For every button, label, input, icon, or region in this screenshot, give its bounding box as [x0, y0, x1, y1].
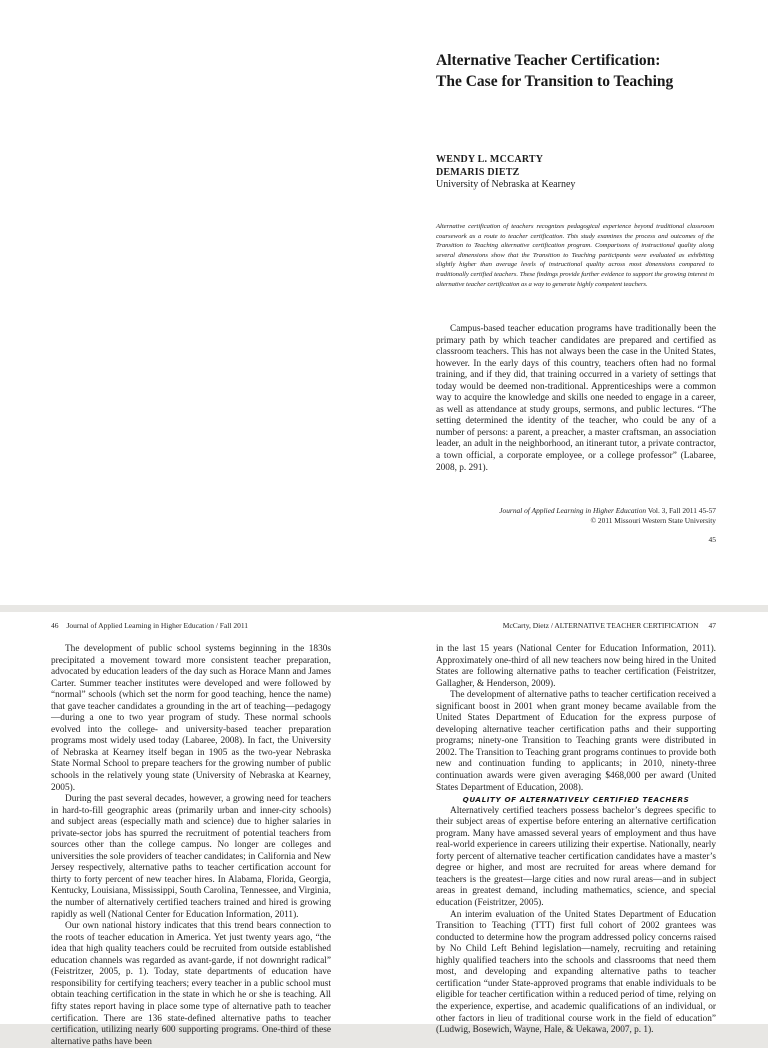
copyright-line: © 2011 Missouri Western State University	[590, 515, 716, 525]
abstract: Alternative certification of teachers recognizes pedagogical experience beyond traditional classroom coursework as a route to teacher certification. This study examines the process and outcomes of the Transition to Teaching alternative certification program. Comparisons of instructional quality along several dimensions show that the Transition to Teaching participants were evaluated as exhibiting slightly higher than average levels of instructional quality across most dimensions compared to traditionally certified teachers. These findings provide further evidence to support the growing interest in alternative teacher certification as a way to generate highly competent teachers.	[436, 223, 714, 288]
section-heading: QUALITY OF ALTERNATIVELY CERTIFIED TEACHERS	[462, 795, 690, 805]
body-paragraph: During the past several decades, however, a growing need for teachers in hard-to-fill geographic areas (primarily urban and inner-city schools) and subject areas (especially math and science) due to higher salaries in private-sector jobs has spurred the recruitment of potential teachers from sources other than the college campus. No longer are colleges and universities the sole providers of teacher candidates; in California and New Jersey respectively, alternative paths to teacher certification account for thirty to forty percent of new teacher hires. In Alabama, Florida, Georgia, Kentucky, Louisiana, Mississippi, South Carolina, Tennessee, and Virginia, the number of alternatively certified teachers trained and hired is growing rapidly as well (National Center for Education Information, 2011).	[51, 794, 331, 920]
affiliation: University of Nebraska at Kearney	[436, 179, 576, 190]
journal-volume: Vol. 3, Fall 2011 45-57	[646, 506, 716, 515]
running-head-left	[51, 621, 248, 631]
page-number-46: 46	[51, 621, 59, 630]
page-number-47: 47	[708, 621, 716, 630]
page-number: 45	[708, 535, 716, 544]
body-paragraph: Our own national history indicates that this trend bears connection to the roots of teacher education in America. Yet just twenty years ago, “the idea that high quality teachers could be recruited from outside established education channels was regarded as avant-garde, if not downright radical” (Feistritzer, 2005, p. 1). Today, state departments of education have responsibility for certifying teachers; every teacher in a public school must obtain teaching certification in the state in which he or she is teaching. All fifty states report having in place some type of alternative path to teacher certification. There are 136 state-defined alternative paths to teacher certification, utilizing nearly 600 supporting programs. One-third of these alternative paths have been	[51, 921, 331, 1047]
intro-text	[436, 324, 716, 474]
author-2: DEMARIS DIETZ	[436, 166, 520, 178]
author-block	[436, 154, 736, 192]
column-page-47	[436, 644, 716, 1037]
intro-paragraph: Campus-based teacher education programs have traditionally been the primary path by which teacher candidates are prepared and certified as classroom teachers. This has not always been the case in the United States, however. In the early days of this country, teachers often had no formal training, and if they did, that training occurred in a variety of settings that today would be deemed non-traditional. Apprenticeships were a common way to acquire the knowledge and skills one needed to engage in a career, as well as attendance at study groups, sermons, and public lectures. “The setting determined the identity of the teacher, who could be any of a number of persons: a parent, a preacher, a master craftsman, an association leader, an adult in the neighborhood, an itinerant tutor, a private contractor, a town official, a corporate employee, or a college professor” (Labaree, 2008, p. 291).	[436, 324, 716, 473]
running-head-text: Journal of Applied Learning in Higher Education / Fall 2011	[66, 621, 249, 630]
journal-name: Journal of Applied Learning in Higher Education	[499, 506, 647, 515]
page-spread-46-47	[0, 612, 768, 1047]
title-line-1: Alternative Teacher Certification:	[436, 52, 661, 69]
running-head-right	[436, 621, 716, 631]
running-head-text: McCarty, Dietz / ALTERNATIVE TEACHER CERTIFICATION	[502, 621, 699, 630]
body-paragraph: Alternatively certified teachers possess bachelor’s degrees specific to their subject areas of expertise before entering an alternative certification program. Many have amassed several years of employment and thus have real-world experience in careers utilizing their expertise. Nationally, nearly forty percent of alternative teacher certification candidates have a master’s degree or higher, and most are recruited for areas where demand for teachers is the greatest—large cities and now rural areas—and in subject areas in greatest demand, including mathematics, science, and special education (Feistritzer, 2005).	[436, 805, 716, 909]
article-title	[436, 50, 746, 92]
author-1: WENDY L. MCCARTY	[436, 154, 544, 165]
body-paragraph: An interim evaluation of the United States Department of Education Transition to Teaching (TTT) first full cohort of 2002 grantees was conducted to determine how the program addressed policy concerns raised by No Child Left Behind legislation—namely, recruiting and retaining highly qualified teachers into the schools and classrooms that need them most, and developing and expanding alternative paths to teacher certification “under State-approved programs that enable individuals to be eligible for teacher certification within a reduced period of time, relying on the experience, expertise, and academic qualifications of an individual, or other factors in lieu of traditional course work in the field of education” (Ludwig, Bosewich, Wayne, Hale, & Uekawa, 2007, p. 1).	[436, 909, 716, 1036]
body-paragraph: The development of public school systems beginning in the 1830s precipitated a movement toward more consistent teacher preparation, advocated by education leaders of the day such as Horace Mann and James Carter. Summer teacher institutes were developed and were followed by “normal” schools (which set the norm for good teaching, hence the name) that gave teacher candidates a grounding in the art of teaching—pedagogy—during a one to two year program of study. These normal schools evolved into the college- and university-based teacher preparation programs most widely used today (Labaree, 2008). In fact, the University of Nebraska at Kearney itself began in 1905 as the two-year Nebraska State Normal School to prepare teachers for the growing number of public schools in the relatively young state (University of Nebraska at Kearney, 2005).	[51, 644, 331, 793]
body-paragraph: The development of alternative paths to teacher certification received a significant boost in 2001 when grant money became available from the United States Department of Education for the express purpose of developing alternative teacher certification paths and their supporting programs; ninety-one Transition to Teaching grants were distributed in 2002. The Transition to Teaching grant programs continues to provide both new and continuation funding to applicants; in 2010, ninety-three continuation awards were given averaging $468,000 per award (United States Department of Education, 2008).	[436, 690, 716, 793]
title-line-2: The Case for Transition to Teaching	[436, 73, 674, 90]
column-page-46	[51, 644, 331, 1048]
body-paragraph: in the last 15 years (National Center for Education Information, 2011). Approximately one-third of all new teachers now being hired in the United States are following alternative paths to teacher certification (Feistritzer, Gallagher, & Henderson, 2009).	[436, 644, 716, 689]
journal-citation	[436, 506, 716, 525]
